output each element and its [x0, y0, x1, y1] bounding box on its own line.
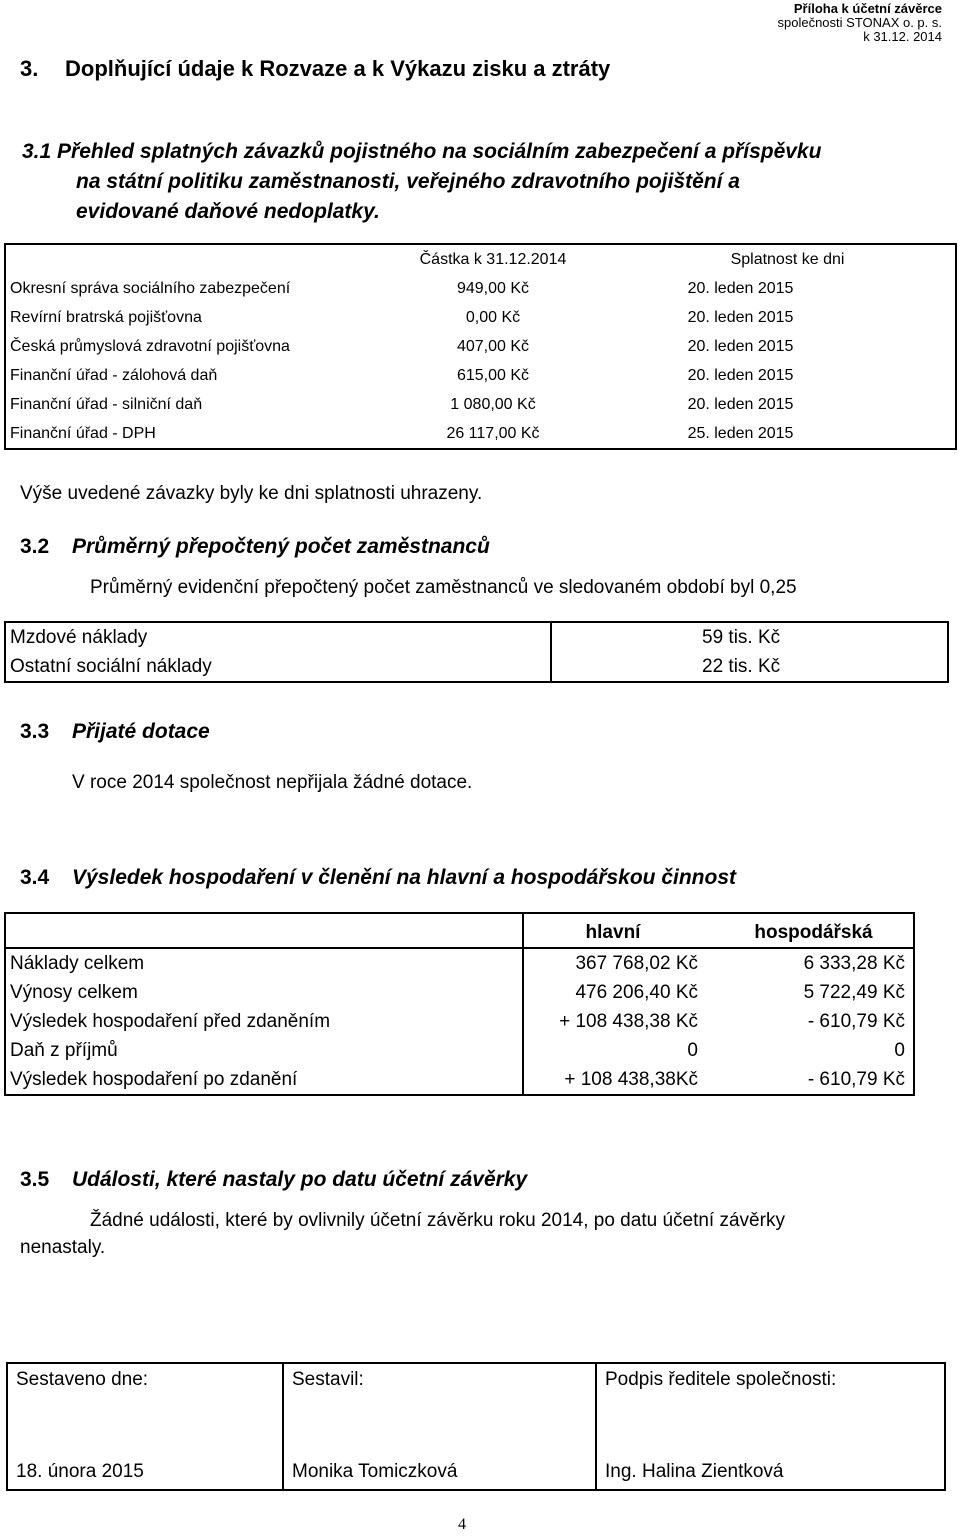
- signature-table: [6, 1362, 946, 1491]
- table-row: [5, 303, 956, 332]
- signature-values-row: [7, 1444, 945, 1490]
- table-cell-label: Mzdové náklady: [5, 622, 551, 652]
- section-3-4-title-text: Výsledek hospodaření v členění na hlavní a hospodářskou činnost: [72, 866, 737, 889]
- table-cell-economic: 5 722,49 Kč: [803, 981, 905, 1003]
- table-row: [5, 274, 956, 303]
- table-row: [5, 622, 948, 652]
- header-line-3: k 31.12. 2014: [863, 29, 942, 44]
- table-cell-due: 20. leden 2015: [687, 395, 794, 413]
- table-cell-name: Česká průmyslová zdravotní pojišťovna: [10, 337, 290, 355]
- section-3-2-title: [20, 535, 490, 559]
- table-header-row: [5, 244, 956, 274]
- table-cell-value: 59 tis. Kč: [702, 626, 781, 648]
- results-table: [4, 912, 915, 1096]
- section-3-1-title-line: 3.1 Přehled splatných závazků pojistného na sociálním zabezpečení a příspěvku: [22, 140, 822, 163]
- document-header: [778, 2, 943, 44]
- table-row: [5, 390, 956, 419]
- table-cell-economic: 6 333,28 Kč: [803, 952, 905, 974]
- table-cell-amount: 0,00 Kč: [465, 308, 521, 326]
- employee-costs-table: [4, 621, 949, 683]
- table-cell-amount: 949,00 Kč: [456, 279, 530, 297]
- section-3-3-text: V roce 2014 společnost nepřijala žádné dotace.: [72, 772, 473, 793]
- table-header-row: [5, 913, 914, 948]
- section-3-2-title-text: Průměrný přepočtený počet zaměstnanců: [72, 535, 490, 558]
- table-header-cell: hlavní: [523, 913, 718, 948]
- table-header-cell: [5, 244, 364, 274]
- section-3-1-title-line: na státní politiku zaměstnanosti, veřejného zdravotního pojištění a: [76, 170, 740, 193]
- table-cell-label: Náklady celkem: [5, 948, 523, 978]
- table-cell-main: 0: [687, 1039, 698, 1061]
- table-cell-amount: 26 117,00 Kč: [446, 424, 540, 442]
- table-cell-due: 20. leden 2015: [687, 308, 794, 326]
- section-3-2-number: 3.2: [20, 535, 50, 558]
- signature-label: Podpis ředitele společnosti:: [596, 1363, 945, 1444]
- table-cell-name: Okresní správa sociálního zabezpečení: [10, 279, 291, 297]
- section-3-3-number: 3.3: [20, 720, 50, 743]
- section-3-5-text-line-1: Žádné události, které by ovlivnily účetní závěrku roku 2014, po datu účetní závěrky: [90, 1210, 785, 1231]
- section-3-4-title: [20, 866, 736, 890]
- table-cell-name: Revírní bratrská pojišťovna: [10, 308, 202, 326]
- section-3-5-title: [20, 1168, 527, 1192]
- page-number: 4: [458, 1516, 466, 1533]
- table-row: [5, 1036, 914, 1065]
- table-cell-name: Finanční úřad - zálohová daň: [10, 366, 218, 384]
- table-cell-label: Ostatní sociální náklady: [5, 652, 551, 682]
- page-title: [20, 56, 610, 82]
- table-row: [5, 948, 914, 978]
- section-3-1-note: Výše uvedené závazky byly ke dni splatnosti uhrazeny.: [20, 483, 483, 504]
- table-cell-label: Výsledek hospodaření před zdaněním: [5, 1007, 523, 1036]
- table-cell-label: Výsledek hospodaření po zdanění: [5, 1065, 523, 1095]
- table-cell-amount: 1 080,00 Kč: [450, 395, 536, 413]
- table-cell-label: Daň z příjmů: [5, 1036, 523, 1065]
- table-row: [5, 332, 956, 361]
- table-row: [5, 1007, 914, 1036]
- signature-label: Sestaveno dne:: [16, 1369, 149, 1390]
- page-title-text: Doplňující údaje k Rozvaze a k Výkazu zisku a ztráty: [65, 56, 611, 81]
- table-cell-economic: 0: [894, 1039, 905, 1061]
- table-row: [5, 361, 956, 390]
- table-row: [5, 978, 914, 1007]
- table-header-cell: Splatnost ke dni: [730, 250, 845, 268]
- table-header-cell: [5, 913, 523, 948]
- table-row: [5, 419, 956, 449]
- section-3-5-number: 3.5: [20, 1168, 50, 1191]
- liabilities-table: [4, 243, 957, 450]
- table-cell-amount: 615,00 Kč: [456, 366, 530, 384]
- section-3-4-number: 3.4: [20, 866, 50, 889]
- signature-labels-row: [7, 1363, 945, 1444]
- table-cell-main: + 108 438,38 Kč: [559, 1010, 698, 1032]
- table-cell-due: 20. leden 2015: [687, 279, 794, 297]
- page-title-number: 3.: [20, 56, 39, 81]
- section-3-3-title: [20, 720, 210, 744]
- table-cell-name: Finanční úřad - silniční daň: [10, 395, 203, 413]
- table-cell-economic: - 610,79 Kč: [807, 1010, 905, 1032]
- section-3-1-title-line: evidované daňové nedoplatky.: [76, 200, 380, 223]
- table-cell-due: 25. leden 2015: [687, 424, 794, 442]
- signature-value: Monika Tomiczková: [283, 1444, 596, 1490]
- table-cell-due: 20. leden 2015: [687, 366, 794, 384]
- table-cell-due: 20. leden 2015: [687, 337, 794, 355]
- section-3-5-text-line-2: nenastaly.: [20, 1237, 106, 1258]
- table-cell-economic: - 610,79 Kč: [807, 1068, 905, 1090]
- table-cell-main: 367 768,02 Kč: [575, 952, 698, 974]
- signature-value: Ing. Halina Zientková: [596, 1444, 945, 1490]
- table-row: [5, 652, 948, 682]
- signature-label: Sestavil:: [283, 1363, 596, 1444]
- section-3-5-title-text: Události, které nastaly po datu účetní závěrky: [72, 1168, 528, 1191]
- section-3-2-text: Průměrný evidenční přepočtený počet zaměstnanců ve sledovaném období byl 0,25: [90, 577, 797, 598]
- table-row: [5, 1065, 914, 1095]
- table-cell-value: 22 tis. Kč: [702, 655, 781, 677]
- table-cell-name: Finanční úřad - DPH: [10, 424, 156, 442]
- table-cell-main: 476 206,40 Kč: [575, 981, 698, 1003]
- section-3-1-title: [22, 137, 821, 227]
- table-header-cell: Částka k 31.12.2014: [419, 250, 567, 268]
- table-cell-main: + 108 438,38Kč: [564, 1068, 698, 1090]
- table-cell-amount: 407,00 Kč: [456, 337, 530, 355]
- table-header-cell: hospodářská: [718, 913, 914, 948]
- signature-value: 18. února 2015: [16, 1461, 144, 1482]
- header-line-2: společnosti STONAX o. p. s.: [777, 15, 942, 30]
- section-3-3-title-text: Přijaté dotace: [72, 720, 210, 743]
- table-cell-label: Výnosy celkem: [5, 978, 523, 1007]
- header-line-1: Příloha k účetní závěrce: [793, 1, 942, 16]
